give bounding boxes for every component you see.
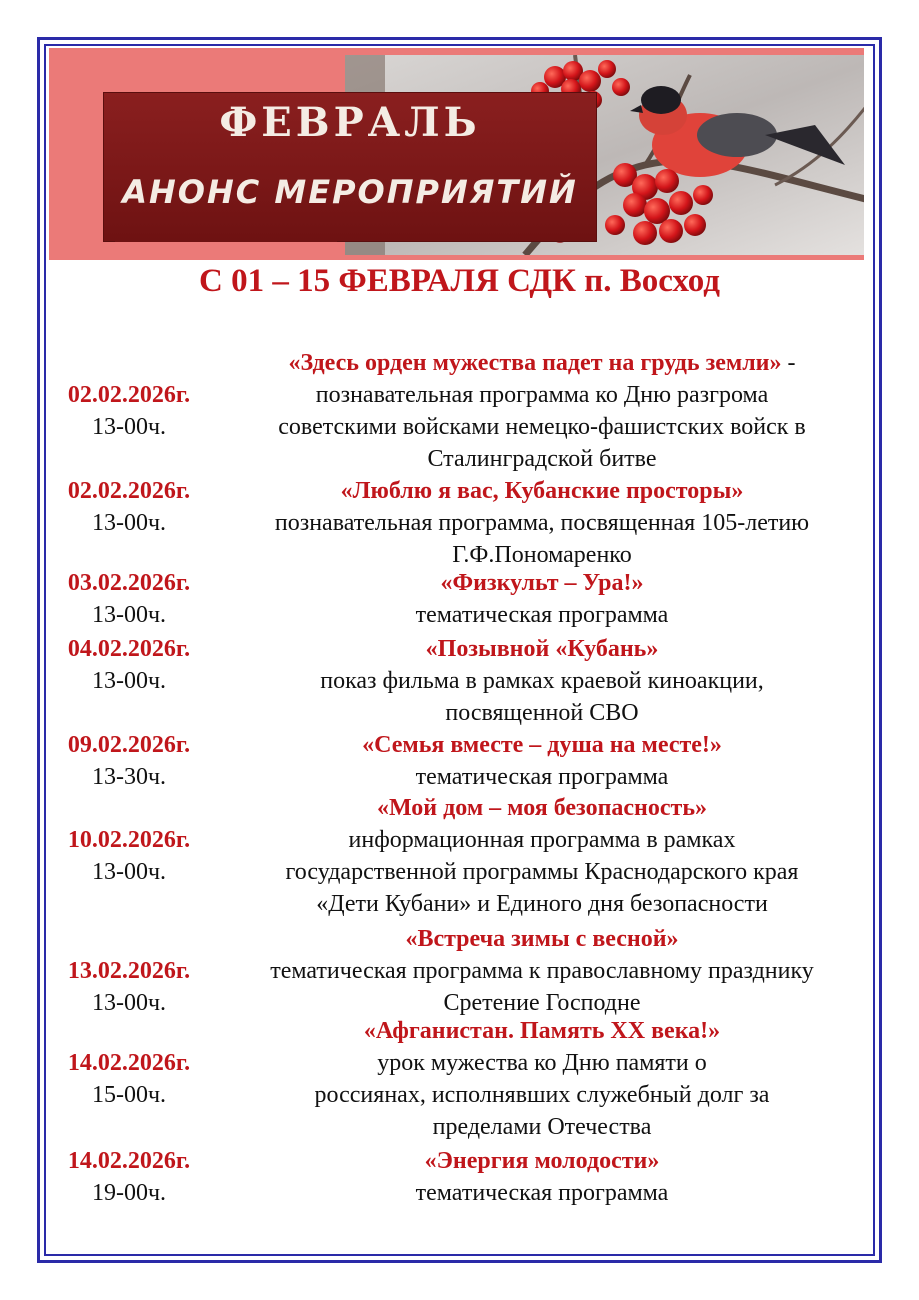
event-title-line — [214, 1145, 870, 1177]
event-description — [214, 1145, 870, 1209]
event-time: 13-00ч. — [91, 859, 167, 885]
banner-divider — [115, 240, 337, 242]
event-title: «Мой дом – моя безопасность» — [376, 795, 708, 821]
event-description — [214, 633, 870, 729]
event-description-line: тематическая программа — [415, 602, 669, 628]
event-description-line: тематическая программа — [415, 1180, 669, 1206]
event-description-line: государственной программы Краснодарского края — [285, 859, 799, 885]
event-title: «Здесь орден мужества падет на грудь земли» — [288, 350, 782, 376]
event-title-suffix: - — [781, 350, 796, 376]
banner-title-plate — [103, 92, 597, 242]
event-time: 13-00ч. — [91, 668, 167, 694]
event-time: 15-00ч. — [91, 1082, 167, 1108]
event-time: 19-00ч. — [91, 1180, 167, 1206]
event-description — [214, 729, 870, 793]
event-title-line — [214, 792, 870, 824]
event-title: «Афганистан. Память XX века!» — [363, 1018, 721, 1044]
event-title-line — [214, 1015, 870, 1047]
banner-title-month: ФЕВРАЛЬ — [219, 99, 481, 146]
event-description-line: «Дети Кубани» и Единого дня безопасности — [316, 891, 768, 917]
event-time: 13-00ч. — [91, 602, 167, 628]
event-description — [214, 923, 870, 1019]
event-date: 03.02.2026г. — [67, 570, 191, 596]
event-title-line — [214, 567, 870, 599]
event-date: 02.02.2026г. — [67, 478, 191, 504]
period-heading: С 01 – 15 ФЕВРАЛЯ СДК п. Восход — [199, 263, 720, 299]
event-description-line: тематическая программа — [415, 764, 669, 790]
event-description-line: Сретение Господне — [443, 990, 641, 1016]
event-title-line — [214, 923, 870, 955]
event-title-line — [214, 347, 870, 379]
banner-title-subtitle: АНОНС МЕРОПРИЯТИЙ — [122, 173, 578, 211]
event-description-line: урок мужества ко Дню памяти о — [377, 1050, 707, 1076]
event-date: 09.02.2026г. — [67, 732, 191, 758]
event-description-line: познавательная программа ко Дню разгрома — [315, 382, 769, 408]
event-description-line: Сталинградской битве — [427, 446, 657, 472]
event-date: 14.02.2026г. — [67, 1050, 191, 1076]
event-date: 10.02.2026г. — [67, 827, 191, 853]
event-date: 13.02.2026г. — [67, 958, 191, 984]
event-description-line: информационная программа в рамках — [348, 827, 736, 853]
event-description-line: советскими войсками немецко-фашистских войск в — [278, 414, 806, 440]
event-title: «Люблю я вас, Кубанские просторы» — [340, 478, 744, 504]
event-description-line: посвященной СВО — [445, 700, 639, 726]
event-description-line: россиянах, исполнявших служебный долг за — [314, 1082, 770, 1108]
header-banner — [49, 48, 864, 260]
event-description-line: показ фильма в рамках краевой киноакции, — [320, 668, 764, 694]
event-description — [214, 792, 870, 920]
event-time: 13-00ч. — [91, 990, 167, 1016]
event-description-line: Г.Ф.Пономаренко — [452, 542, 632, 568]
event-description-line: тематическая программа к православному празднику — [270, 958, 814, 984]
event-description — [214, 347, 870, 475]
event-date: 14.02.2026г. — [67, 1148, 191, 1174]
event-description — [214, 567, 870, 631]
event-title-line — [214, 633, 870, 665]
event-description-line: пределами Отечества — [432, 1114, 652, 1140]
event-title-line — [214, 475, 870, 507]
event-time: 13-00ч. — [91, 510, 167, 536]
event-date: 04.02.2026г. — [67, 636, 191, 662]
event-description — [214, 1015, 870, 1143]
event-title: «Физкульт – Ура!» — [440, 570, 644, 596]
event-title: «Встреча зимы с весной» — [405, 926, 679, 952]
event-description-line: познавательная программа, посвященная 105-летию — [274, 510, 810, 536]
event-time: 13-30ч. — [91, 764, 167, 790]
event-description — [214, 475, 870, 571]
event-time: 13-00ч. — [91, 414, 167, 440]
event-title-line — [214, 729, 870, 761]
event-date: 02.02.2026г. — [67, 382, 191, 408]
event-title: «Позывной «Кубань» — [425, 636, 659, 662]
event-title: «Семья вместе – душа на месте!» — [362, 732, 722, 758]
event-title: «Энергия молодости» — [424, 1148, 660, 1174]
